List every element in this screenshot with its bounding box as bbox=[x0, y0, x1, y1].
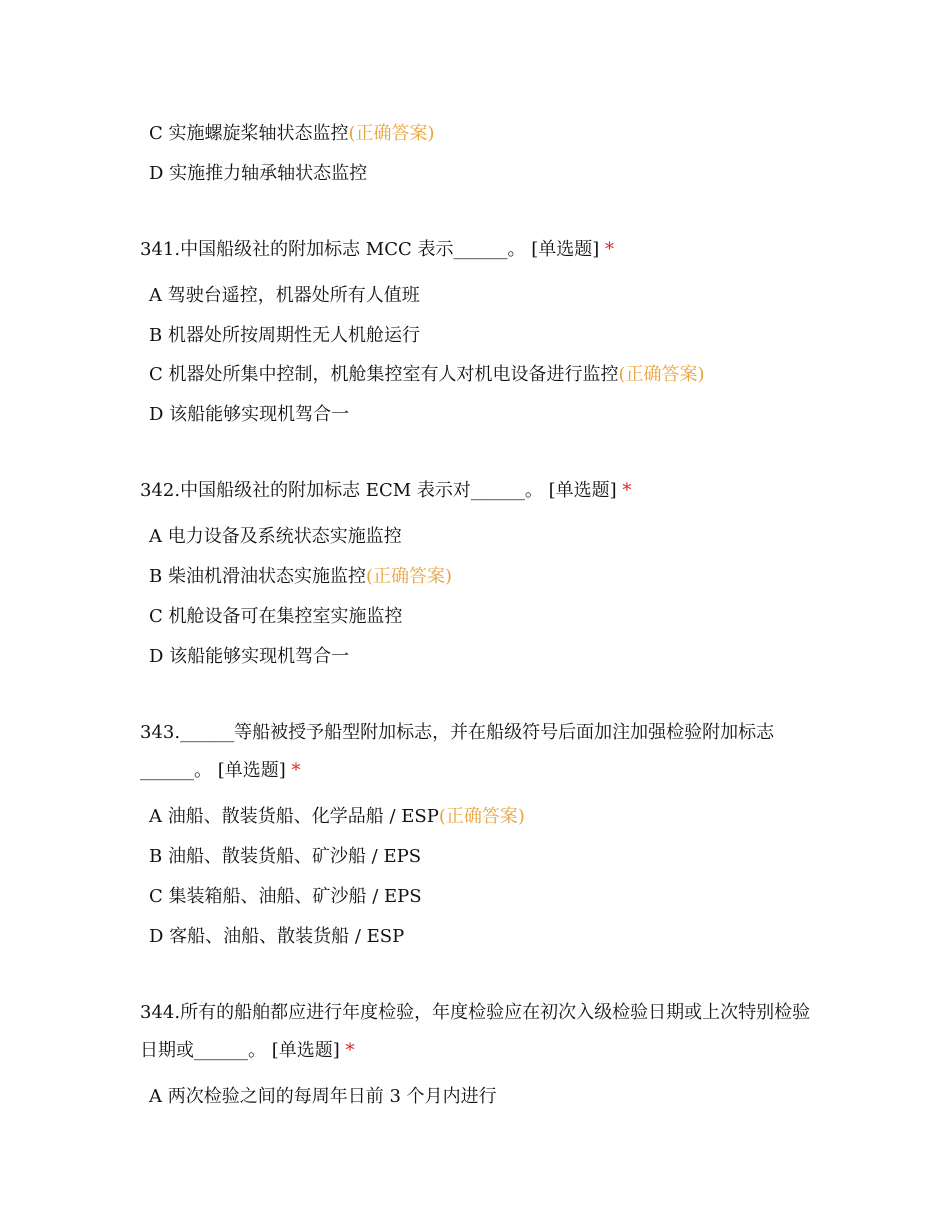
option-text: A 驾驶台遥控，机器处所有人值班 bbox=[149, 285, 420, 306]
option-343-b bbox=[149, 845, 421, 869]
required-marker: * bbox=[345, 1040, 355, 1061]
required-marker: * bbox=[605, 239, 614, 260]
question-342 bbox=[140, 472, 820, 510]
question-341 bbox=[140, 231, 820, 269]
option-text: B 油船、散装货船、矿沙船 / EPS bbox=[149, 846, 422, 867]
question-text: 342.中国船级社的附加标志 ECM 表示对______。 [单选题] bbox=[140, 480, 617, 501]
option-341-c bbox=[149, 363, 705, 387]
option-343-a bbox=[149, 805, 525, 829]
option-342-b bbox=[149, 565, 452, 589]
option-340-d bbox=[149, 162, 367, 186]
option-342-d bbox=[149, 645, 349, 669]
correct-answer-marker: (正确答案) bbox=[618, 364, 705, 385]
correct-answer-marker: (正确答案) bbox=[348, 123, 435, 144]
option-343-d bbox=[149, 925, 404, 949]
option-343-c bbox=[149, 885, 422, 909]
required-marker: * bbox=[291, 760, 301, 781]
option-text: A 电力设备及系统状态实施监控 bbox=[149, 526, 402, 547]
option-342-a bbox=[149, 525, 402, 549]
option-text: A 油船、散装货船、化学品船 / ESP bbox=[149, 806, 439, 827]
option-341-b bbox=[149, 324, 420, 348]
question-343 bbox=[140, 714, 820, 790]
option-344-a bbox=[149, 1085, 497, 1109]
option-text: D 该船能够实现机驾合一 bbox=[149, 646, 350, 667]
option-text: D 实施推力轴承轴状态监控 bbox=[149, 163, 368, 184]
question-text: 344.所有的船舶都应进行年度检验，年度检验应在初次入级检验日期或上次特别检验日期或______。 [单选题] bbox=[140, 1002, 811, 1061]
option-text: C 机舱设备可在集控室实施监控 bbox=[149, 606, 403, 627]
option-text: C 机器处所集中控制，机舱集控室有人对机电设备进行监控 bbox=[149, 364, 619, 385]
question-344 bbox=[140, 994, 820, 1070]
correct-answer-marker: (正确答案) bbox=[438, 806, 525, 827]
option-341-d bbox=[149, 403, 349, 427]
question-text: 343.______等船被授予船型附加标志，并在船级符号后面加注加强检验附加标志______。 [单选题] bbox=[140, 722, 775, 781]
option-text: C 实施螺旋桨轴状态监控 bbox=[149, 123, 349, 144]
option-341-a bbox=[149, 284, 420, 308]
option-342-c bbox=[149, 605, 403, 629]
option-text: A 两次检验之间的每周年日前 3 个月内进行 bbox=[149, 1086, 497, 1107]
required-marker: * bbox=[622, 480, 632, 501]
option-text: B 柴油机滑油状态实施监控 bbox=[149, 566, 366, 587]
option-340-c bbox=[149, 122, 435, 146]
option-text: B 机器处所按周期性无人机舱运行 bbox=[149, 325, 420, 346]
option-text: D 客船、油船、散装货船 / ESP bbox=[149, 926, 405, 947]
correct-answer-marker: (正确答案) bbox=[365, 566, 452, 587]
option-text: D 该船能够实现机驾合一 bbox=[149, 404, 350, 425]
question-text: 341.中国船级社的附加标志 MCC 表示______。 [单选题] bbox=[140, 239, 600, 260]
option-text: C 集装箱船、油船、矿沙船 / EPS bbox=[149, 886, 422, 907]
